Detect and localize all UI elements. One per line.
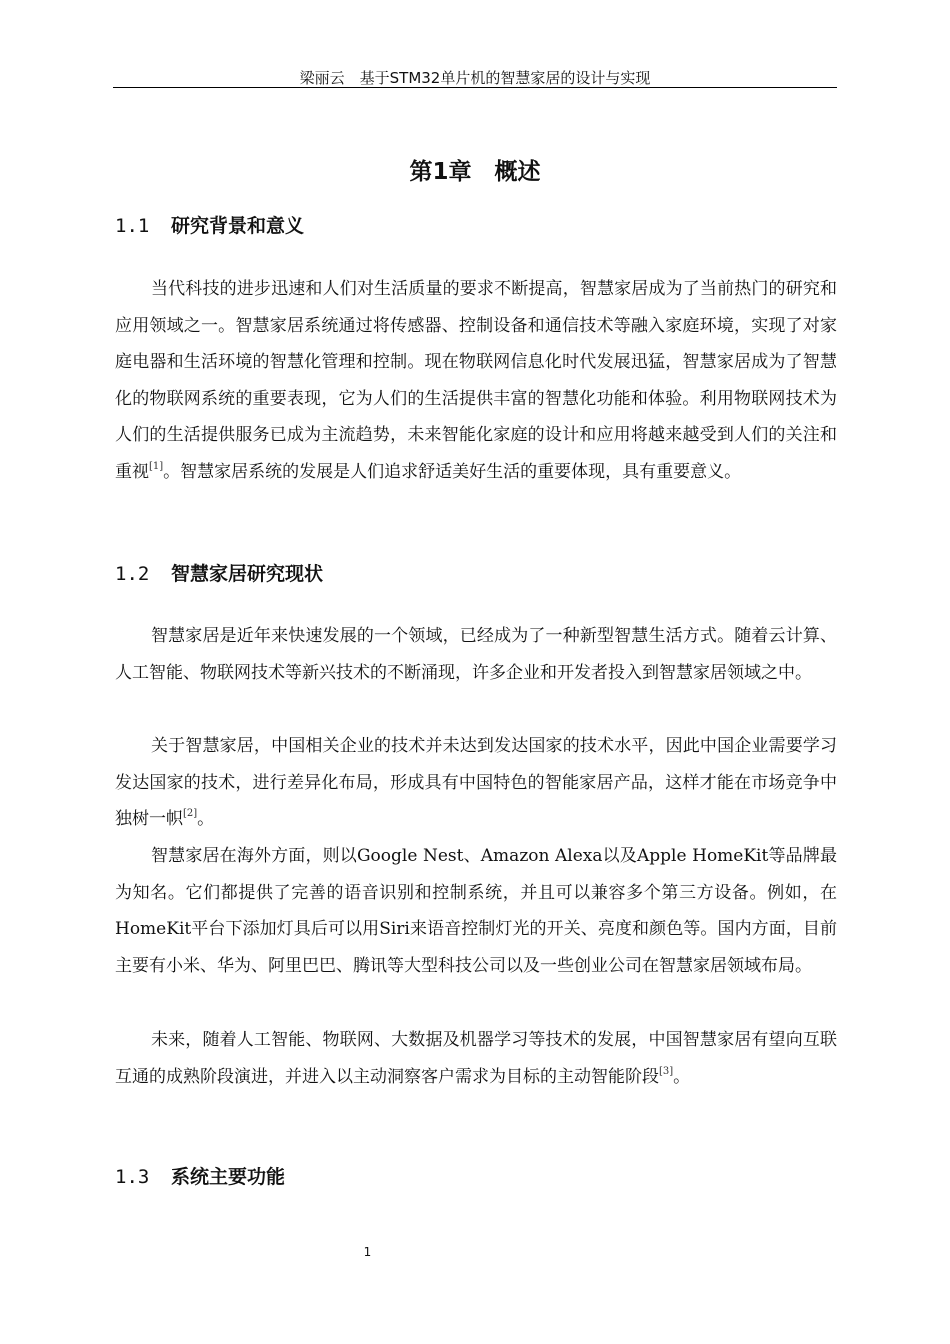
paragraph-text: 未来，随着人工智能、物联网、大数据及机器学习等技术的发展，中国智慧家居有望向互联互通的成熟阶段演进，并进入以主动洞察客户需求为目标的主动智能阶段 xyxy=(115,1030,837,1087)
paragraph-text: 关于智慧家居，中国相关企业的技术并未达到发达国家的技术水平，因此中国企业需要学习发达国家的技术，进行差异化布局，形成具有中国特色的智能家居产品，这样才能在市场竞争中独树一帜 xyxy=(115,736,837,829)
section-number: 1.2 xyxy=(115,563,150,585)
paragraph-status xyxy=(115,618,837,691)
section-title: 研究背景和意义 xyxy=(171,215,305,237)
paragraph-tail: 。智慧家居系统的发展是人们追求舒适美好生活的重要体现，具有重要意义。 xyxy=(163,461,742,482)
paragraph-future xyxy=(115,1022,837,1095)
running-header: 梁丽云 基于STM32单片机的智慧家居的设计与实现 xyxy=(299,69,651,87)
section-title: 智慧家居研究现状 xyxy=(171,563,324,585)
section-number: 1.3 xyxy=(115,1166,150,1188)
paragraph-tail: 。 xyxy=(673,1066,691,1087)
header-rule xyxy=(113,87,837,88)
section-heading-1-1 xyxy=(115,212,304,240)
paragraph-text: 智慧家居在海外方面，则以Google Nest、Amazon Alexa以及Apple HomeKit等品牌最为知名。它们都提供了完善的语音识别和控制系统，并且可以兼容多个第三方设备。例如，在HomeKit平台下添加灯具后可以用Siri来语音控制灯光的开关、亮度和颜色等。国内方面，目前主要有小米、华为、阿里巴巴、腾讯等大型科技公司以及一些创业公司在智慧家居领域布局。 xyxy=(115,846,837,976)
paragraph-background xyxy=(115,271,837,490)
paragraph-text: 智慧家居是近年来快速发展的一个领域，已经成为了一种新型智慧生活方式。随着云计算、人工智能、物联网技术等新兴技术的不断涌现，许多企业和开发者投入到智慧家居领域之中。 xyxy=(115,626,837,683)
paragraph-tail: 。 xyxy=(197,809,215,829)
citation-ref: [1] xyxy=(149,460,164,472)
section-heading-1-2 xyxy=(115,560,323,588)
page-number: 1 xyxy=(363,1245,372,1259)
section-title: 系统主要功能 xyxy=(171,1166,286,1188)
citation-ref: [3] xyxy=(659,1065,674,1077)
section-number: 1.1 xyxy=(115,215,150,237)
citation-ref: [2] xyxy=(183,808,198,819)
paragraph-text: 当代科技的进步迅速和人们对生活质量的要求不断提高，智慧家居成为了当前热门的研究和应用领域之一。智慧家居系统通过将传感器、控制设备和通信技术等融入家庭环境，实现了对家庭电器和生活环境的智慧化管理和控制。现在物联网信息化时代发展迅猛，智慧家居成为了智慧化的物联网系统的重要表现，它为人们的生活提供丰富的智慧化功能和体验。利用物联网技术为人们的生活提供服务已成为主流趋势，未来智能化家庭的设计和应用将越来越受到人们的关注和重视 xyxy=(115,279,837,482)
chapter-title: 第1章 概述 xyxy=(409,159,541,185)
section-heading-1-3 xyxy=(115,1163,285,1191)
paragraph-china xyxy=(115,728,837,838)
paragraph-overseas xyxy=(115,838,837,984)
